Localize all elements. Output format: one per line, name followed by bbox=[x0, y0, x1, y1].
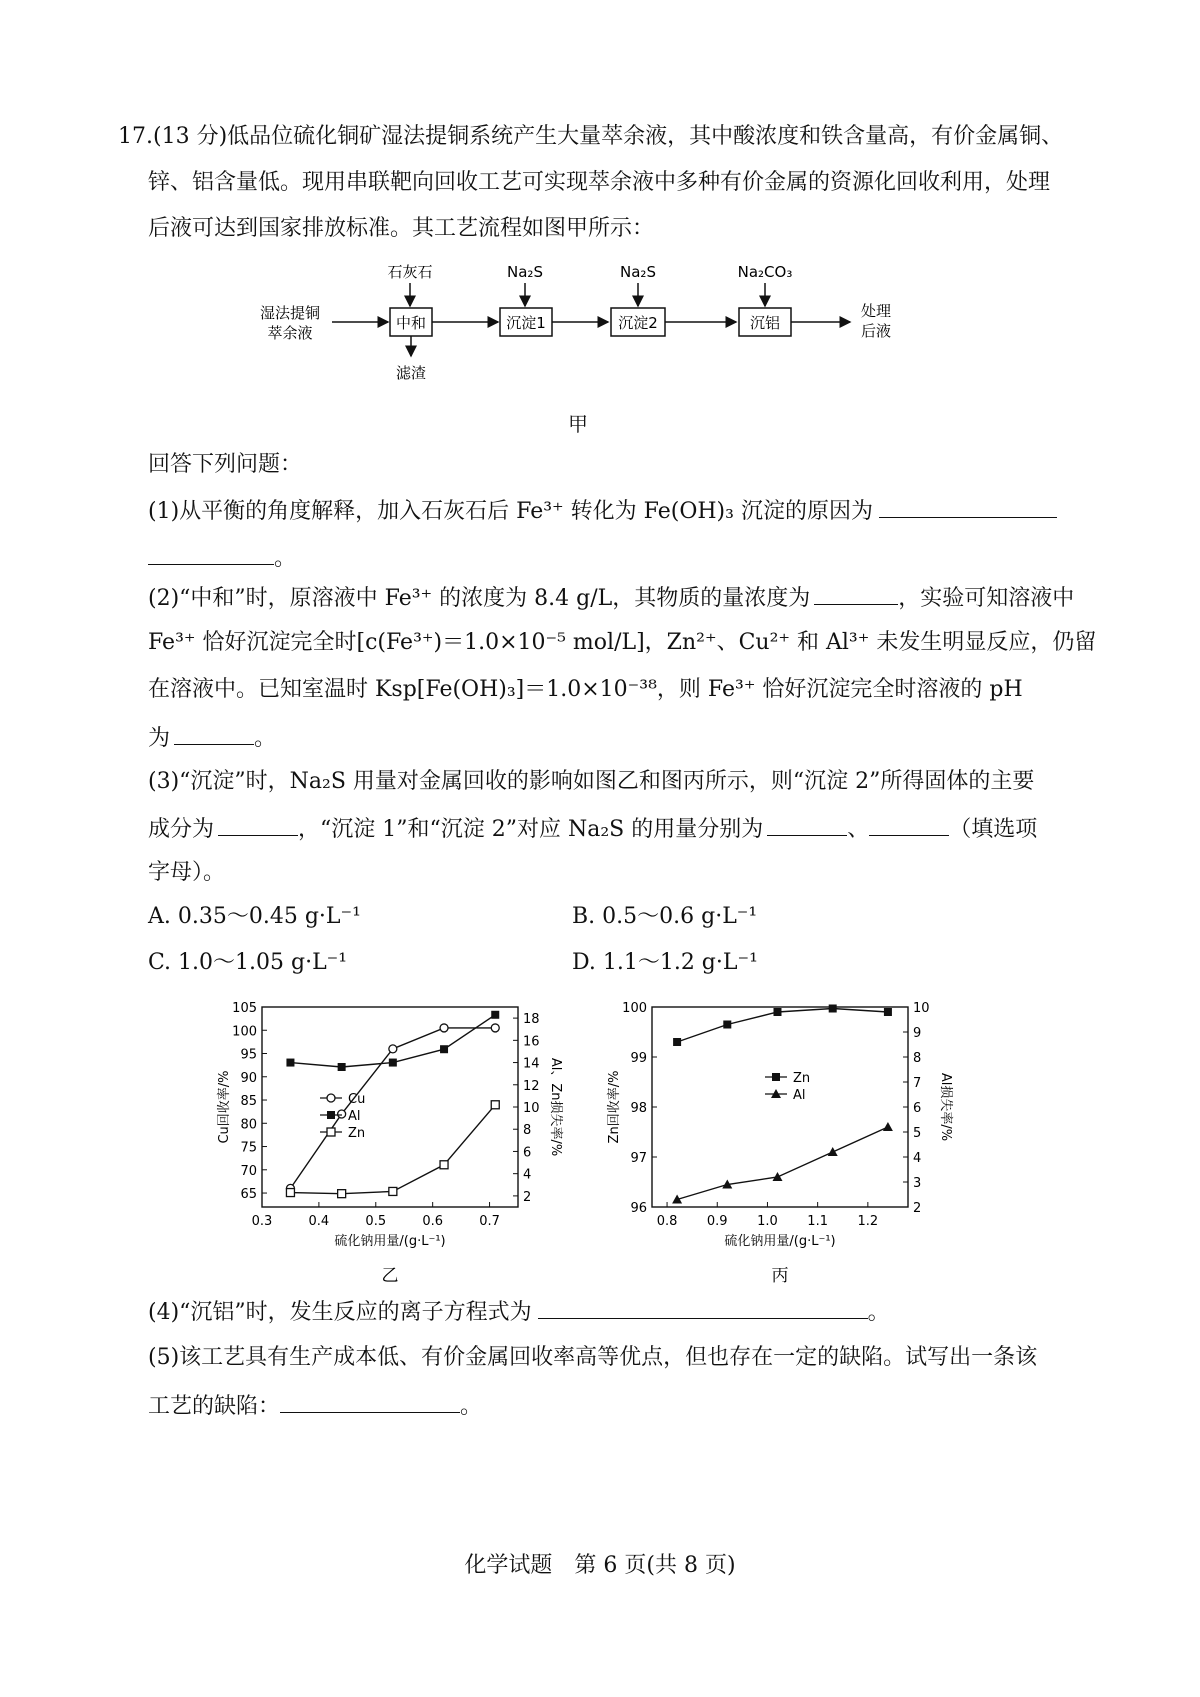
y-right-tick-label: 10 bbox=[523, 1101, 540, 1116]
data-point-zn bbox=[440, 1161, 448, 1169]
flow-input-line2: 萃余液 bbox=[267, 324, 313, 342]
data-point-al bbox=[828, 1147, 838, 1156]
byproduct-residue: 滤渣 bbox=[395, 364, 427, 382]
legend-label-zn: Zn bbox=[348, 1126, 366, 1141]
y-left-tick-label: 95 bbox=[240, 1047, 257, 1063]
q3-option-d: D. 1.1～1.2 g·L⁻¹ bbox=[572, 950, 758, 975]
q4-text: (4)“沉铝”时，发生反应的离子方程式为 bbox=[148, 1300, 532, 1325]
y-left-tick-label: 97 bbox=[630, 1151, 647, 1166]
q1-line2 bbox=[148, 542, 296, 574]
question-number: 17. bbox=[118, 124, 153, 149]
legend-label-zn: Zn bbox=[793, 1071, 811, 1086]
y-left-tick-label: 65 bbox=[240, 1187, 257, 1203]
y-right-tick-label: 3 bbox=[913, 1176, 922, 1191]
data-point-al bbox=[440, 1045, 448, 1053]
q2-text-1a: (2)“中和”时，原溶液中 Fe³⁺ 的浓度为 8.4 g/L，其物质的量浓度为 bbox=[148, 586, 811, 611]
y-right-tick-label: 16 bbox=[523, 1034, 540, 1050]
q5-text-2b: 。 bbox=[460, 1394, 483, 1419]
y-right-tick-label: 4 bbox=[523, 1167, 532, 1183]
y-right-tick-label: 4 bbox=[913, 1151, 922, 1166]
data-point-zn bbox=[286, 1189, 294, 1197]
y-left-tick-label: 70 bbox=[240, 1163, 257, 1179]
data-point-zn bbox=[829, 1005, 837, 1013]
y-left-tick-label: 105 bbox=[232, 1001, 257, 1016]
x-tick-label: 0.9 bbox=[706, 1214, 728, 1229]
reagent-na2s-1: Na₂S bbox=[507, 263, 543, 281]
x-tick-label: 1.2 bbox=[857, 1214, 879, 1229]
question-intro-line3: 后液可达到国家排放标准。其工艺流程如图甲所示： bbox=[148, 216, 655, 241]
step-neutralize-label: 中和 bbox=[395, 314, 427, 332]
y-right-tick-label: 7 bbox=[913, 1076, 922, 1091]
data-point-zn bbox=[491, 1101, 499, 1109]
q2-line4 bbox=[148, 722, 276, 754]
flow-output-line2: 后液 bbox=[860, 322, 892, 340]
y-right-tick-label: 9 bbox=[913, 1026, 922, 1041]
data-point-cu bbox=[491, 1024, 499, 1032]
data-point-al bbox=[286, 1059, 294, 1067]
q2-text-1b: ，实验可知溶液中 bbox=[898, 586, 1075, 611]
data-point-cu bbox=[338, 1110, 346, 1118]
chart-caption: 丙 bbox=[771, 1266, 789, 1285]
data-point-zn bbox=[723, 1021, 731, 1029]
y-right-tick-label: 6 bbox=[913, 1101, 922, 1116]
q3-answer-blank-amount-1[interactable] bbox=[767, 813, 847, 836]
flow-output-line1: 处理 bbox=[860, 302, 892, 320]
x-tick-label: 0.3 bbox=[251, 1214, 273, 1229]
flowchart-caption: 甲 bbox=[568, 412, 588, 436]
data-point-al bbox=[338, 1063, 346, 1071]
q5-line2 bbox=[148, 1390, 482, 1422]
y-left-tick-label: 80 bbox=[240, 1117, 257, 1133]
y-left-tick-label: 90 bbox=[240, 1070, 257, 1086]
y-right-tick-label: 5 bbox=[913, 1126, 922, 1141]
step-precipitate-2-label: 沉淀2 bbox=[618, 314, 658, 332]
y-right-tick-label: 2 bbox=[913, 1201, 922, 1216]
q2-text-4a: 为 bbox=[148, 726, 171, 751]
x-tick-label: 1.0 bbox=[757, 1214, 778, 1229]
legend-marker bbox=[327, 1111, 335, 1119]
x-tick-label: 0.4 bbox=[308, 1214, 330, 1229]
q1-end: 。 bbox=[274, 546, 297, 571]
q3-option-b: B. 0.5～0.6 g·L⁻¹ bbox=[572, 904, 758, 929]
q3-text-2d: （填选项 bbox=[949, 817, 1038, 842]
x-tick-label: 0.5 bbox=[365, 1214, 387, 1229]
legend-marker bbox=[327, 1128, 335, 1136]
x-axis-label: 硫化钠用量/(g·L⁻¹) bbox=[724, 1234, 836, 1249]
series-line-al bbox=[677, 1127, 888, 1200]
q3-option-a: A. 0.35～0.45 g·L⁻¹ bbox=[148, 904, 361, 929]
chart-yi bbox=[200, 995, 580, 1285]
data-point-al bbox=[883, 1122, 893, 1131]
series-line-zn bbox=[290, 1105, 495, 1194]
y-right-tick-label: 8 bbox=[913, 1051, 922, 1066]
question-intro-line2: 锌、铝含量低。现用串联靶向回收工艺可实现萃余液中多种有价金属的资源化回收利用，处理 bbox=[148, 170, 1051, 195]
q3-line3: 字母）。 bbox=[148, 860, 226, 885]
x-tick-label: 0.7 bbox=[479, 1214, 500, 1229]
y-right-axis-label: Al、Zn损失率/% bbox=[548, 1057, 563, 1157]
q2-answer-blank-ph[interactable] bbox=[174, 722, 254, 745]
question-intro-line1 bbox=[118, 122, 1063, 152]
y-left-tick-label: 96 bbox=[630, 1201, 647, 1216]
y-left-tick-label: 98 bbox=[630, 1101, 647, 1116]
legend-label-al: Al bbox=[348, 1109, 361, 1124]
data-point-al bbox=[772, 1172, 782, 1181]
y-right-tick-label: 12 bbox=[523, 1078, 540, 1094]
question-score: (13 分) bbox=[153, 124, 228, 149]
flow-input-line1: 湿法提铜 bbox=[260, 304, 321, 322]
x-tick-label: 1.1 bbox=[807, 1214, 828, 1229]
step-precipitate-al-label: 沉铝 bbox=[749, 314, 781, 332]
legend-marker bbox=[772, 1073, 780, 1081]
chart-bing bbox=[590, 995, 970, 1285]
y-right-tick-label: 18 bbox=[523, 1012, 540, 1028]
legend-label-al: Al bbox=[793, 1088, 806, 1103]
q2-answer-blank-concentration[interactable] bbox=[814, 582, 898, 605]
q3-text-2a: 成分为 bbox=[148, 817, 215, 842]
q3-text-2c: 、 bbox=[847, 817, 870, 842]
legend-label-cu: Cu bbox=[348, 1092, 366, 1107]
y-left-tick-label: 75 bbox=[240, 1140, 257, 1156]
plot-frame bbox=[262, 1007, 518, 1207]
q3-option-c: C. 1.0～1.05 g·L⁻¹ bbox=[148, 950, 348, 975]
legend-marker bbox=[327, 1094, 335, 1102]
q5-text-2a: 工艺的缺陷： bbox=[148, 1394, 281, 1419]
q2-line1 bbox=[148, 582, 1074, 614]
q5-line1: (5)该工艺具有生产成本低、有价金属回收率高等优点，但也存在一定的缺陷。试写出一条该 bbox=[148, 1345, 1038, 1370]
q3-answer-blank-solid[interactable] bbox=[218, 813, 298, 836]
y-right-tick-label: 10 bbox=[913, 1001, 930, 1016]
q3-line2 bbox=[148, 813, 1037, 845]
step-precipitate-1-label: 沉淀1 bbox=[506, 314, 546, 332]
q2-line2: Fe³⁺ 恰好沉淀完全时[c(Fe³⁺)＝1.0×10⁻⁵ mol/L]，Zn²⁺、Cu²⁺ 和 Al³⁺ 未发生明显反应，仍留 bbox=[148, 630, 1097, 655]
answer-prompt: 回答下列问题： bbox=[148, 452, 303, 477]
x-tick-label: 0.8 bbox=[656, 1214, 678, 1229]
data-point-al bbox=[491, 1011, 499, 1019]
y-left-tick-label: 85 bbox=[240, 1094, 257, 1110]
y-right-tick-label: 8 bbox=[523, 1123, 532, 1139]
q1-answer-blank-1[interactable] bbox=[879, 495, 1057, 518]
q4-end: 。 bbox=[867, 1300, 890, 1325]
q2-text-4b: 。 bbox=[254, 726, 277, 751]
x-tick-label: 0.6 bbox=[422, 1214, 444, 1229]
q3-line1: (3)“沉淀”时，Na₂S 用量对金属回收的影响如图乙和图丙所示，则“沉淀 2”所得固体的主要 bbox=[148, 769, 1035, 794]
q4-answer-blank[interactable] bbox=[538, 1296, 868, 1319]
data-point-cu bbox=[389, 1045, 397, 1053]
chart-caption: 乙 bbox=[381, 1266, 399, 1285]
q5-answer-blank[interactable] bbox=[280, 1390, 460, 1413]
data-point-zn bbox=[884, 1008, 892, 1016]
process-flowchart bbox=[260, 250, 920, 390]
data-point-zn bbox=[673, 1038, 681, 1046]
q3-answer-blank-amount-2[interactable] bbox=[869, 813, 949, 836]
reagent-na2co3: Na₂CO₃ bbox=[737, 263, 793, 281]
intro-text-1: 低品位硫化铜矿湿法提铜系统产生大量萃余液，其中酸浓度和铁含量高，有价金属铜、 bbox=[227, 124, 1064, 149]
y-right-axis-label: Al损失率/% bbox=[938, 1072, 953, 1142]
data-point-zn bbox=[389, 1187, 397, 1195]
x-axis-label: 硫化钠用量/(g·L⁻¹) bbox=[334, 1234, 446, 1249]
q1-answer-blank-2[interactable] bbox=[148, 542, 274, 565]
reagent-limestone: 石灰石 bbox=[387, 263, 433, 281]
page-footer: 化学试题 第 6 页(共 8 页) bbox=[464, 1553, 736, 1578]
series-line-zn bbox=[677, 1009, 888, 1043]
y-right-tick-label: 6 bbox=[523, 1145, 532, 1161]
data-point-al bbox=[389, 1059, 397, 1067]
data-point-zn bbox=[773, 1008, 781, 1016]
data-point-cu bbox=[440, 1024, 448, 1032]
y-right-tick-label: 2 bbox=[523, 1189, 532, 1205]
y-left-tick-label: 99 bbox=[630, 1051, 647, 1066]
reagent-na2s-2: Na₂S bbox=[620, 263, 656, 281]
y-left-tick-label: 100 bbox=[622, 1001, 647, 1016]
q4-line1 bbox=[148, 1296, 890, 1328]
q1-line1 bbox=[148, 495, 1057, 527]
y-left-axis-label: Zn回收率/% bbox=[607, 1070, 622, 1144]
q1-text: (1)从平衡的角度解释，加入石灰石后 Fe³⁺ 转化为 Fe(OH)₃ 沉淀的原因为 bbox=[148, 499, 873, 524]
y-left-tick-label: 100 bbox=[232, 1024, 257, 1040]
y-left-axis-label: Cu回收率/% bbox=[217, 1070, 232, 1144]
data-point-zn bbox=[338, 1190, 346, 1198]
q3-text-2b: ，“沉淀 1”和“沉淀 2”对应 Na₂S 的用量分别为 bbox=[298, 817, 764, 842]
y-right-tick-label: 14 bbox=[523, 1056, 540, 1072]
q2-line3: 在溶液中。已知室温时 Ksp[Fe(OH)₃]＝1.0×10⁻³⁸，则 Fe³⁺ 恰好沉淀完全时溶液的 pH bbox=[148, 677, 1023, 702]
